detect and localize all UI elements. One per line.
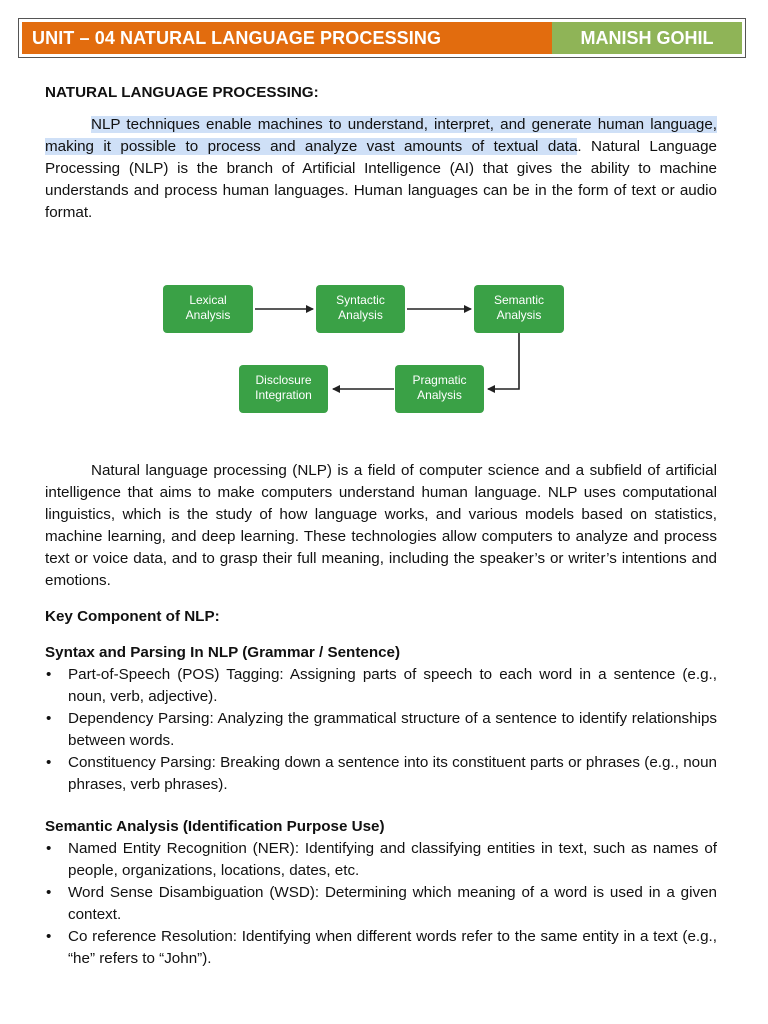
node-semantic-analysis (474, 285, 564, 333)
list-item (45, 926, 717, 970)
bullet-icon: • (46, 666, 52, 683)
intro-paragraph (45, 114, 717, 224)
list-item (45, 752, 717, 796)
intro-rest: . Natural Language Processing (NLP) is the branch of Artificial Intelligence (AI) that gives the ability to machine understands and process human languages. Human languages can be in the form of text or audio format. (45, 138, 717, 221)
node-syntactic-line1: Syntactic (336, 293, 385, 307)
node-pragmatic-analysis (395, 365, 484, 413)
node-lexical-line2: Analysis (185, 308, 231, 322)
list-item (45, 708, 717, 752)
highlighted-text: NLP techniques enable machines to understand, interpret, and generate human language, making it possible to process and analyze vast amounts of textual data (45, 116, 717, 155)
author-name: MANISH GOHIL (552, 22, 742, 54)
document-body (45, 82, 717, 970)
node-disclosure-line2: Integration (255, 388, 312, 402)
list-item-text: Named Entity Recognition (NER): Identifying and classifying entities in text, such as names of people, organizations, locations, dates, etc. (68, 840, 717, 879)
list-item (45, 838, 717, 882)
node-semantic-line1: Semantic (493, 293, 545, 307)
node-lexical-line1: Lexical (189, 293, 227, 307)
unit-title: UNIT – 04 NATURAL LANGUAGE PROCESSING (22, 22, 552, 54)
syntax-list (45, 664, 717, 796)
bullet-icon: • (46, 884, 52, 901)
node-syntactic-line2: Analysis (338, 308, 383, 322)
syntax-heading: Syntax and Parsing In NLP (Grammar / Sentence) (45, 644, 401, 661)
nlp-definition-paragraph: Natural language processing (NLP) is a field of computer science and a subfield of artificial intelligence that aims to make computers understand human language. NLP uses computational linguistics, which is the study of how language works, and various models based on statistics, machine learning, and deep learning. These technologies allow computers to analyze and process text or voice data, and to grasp their full meaning, including the speaker’s or writer’s intentions and emotions. (45, 462, 717, 589)
page-header (18, 18, 746, 58)
bullet-icon: • (46, 840, 52, 857)
list-item-text: Part-of-Speech (POS) Tagging: Assigning parts of speech to each word in a sentence (e.g., noun, verb, adjective). (68, 666, 717, 705)
list-item (45, 664, 717, 708)
list-item-text: Dependency Parsing: Analyzing the grammatical structure of a sentence to identify relationships between words. (68, 710, 717, 749)
list-item (45, 882, 717, 926)
node-syntactic-analysis (316, 285, 405, 333)
node-semantic-line2: Analysis (496, 308, 542, 322)
section-title: NATURAL LANGUAGE PROCESSING: (45, 84, 319, 101)
node-disclosure-integration (239, 365, 328, 413)
bullet-icon: • (46, 754, 52, 771)
semantic-heading: Semantic Analysis (Identification Purpose Use) (45, 818, 385, 835)
node-pragmatic-line2: Analysis (417, 388, 462, 402)
node-pragmatic-line1: Pragmatic (412, 373, 467, 387)
node-lexical-analysis (163, 285, 253, 333)
arrow-semantic-pragmatic (488, 333, 519, 389)
key-component-heading: Key Component of NLP: (45, 608, 220, 625)
list-item-text: Co reference Resolution: Identifying when different words refer to the same entity in a text (e.g., “he” refers to “John”). (68, 928, 717, 967)
list-item-text: Constituency Parsing: Breaking down a sentence into its constituent parts or phrases (e.g., noun phrases, verb phrases). (68, 754, 717, 793)
bullet-icon: • (46, 710, 52, 727)
list-item-text: Word Sense Disambiguation (WSD): Determining which meaning of a word is used in a given context. (68, 884, 717, 923)
bullet-icon: • (46, 928, 52, 945)
nlp-pipeline-diagram (45, 246, 717, 436)
node-disclosure-line1: Disclosure (255, 373, 312, 387)
semantic-list (45, 838, 717, 970)
